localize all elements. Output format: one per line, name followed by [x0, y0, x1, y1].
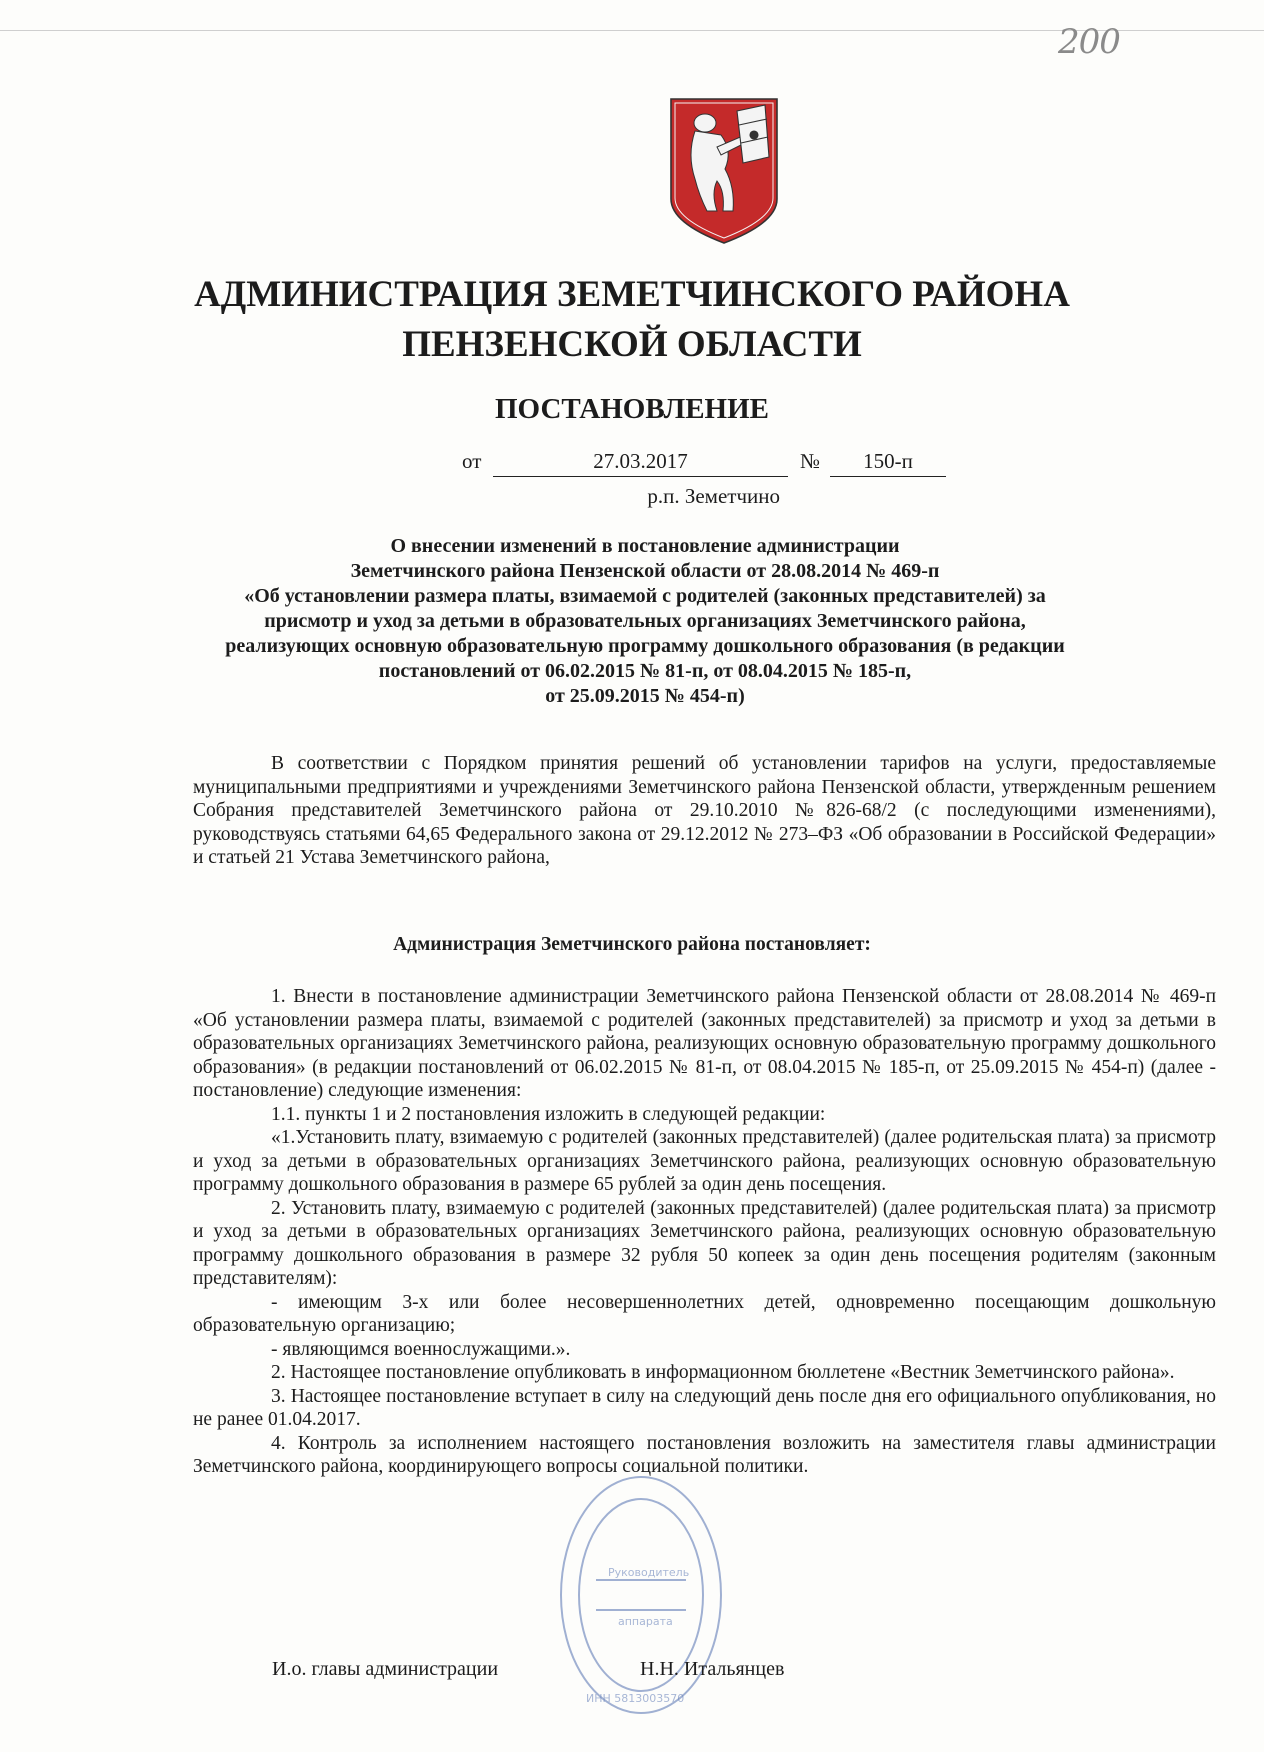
resolve-heading: Администрация Земетчинского района постановляет:: [393, 934, 871, 955]
heading-line: Земетчинского района Пензенской области от 28.08.2014 № 469-п: [350, 560, 940, 582]
official-stamp: [556, 1470, 726, 1720]
heading-line: «Об установлении размера платы, взимаемой с родителей (законных представителей) за: [244, 585, 1046, 607]
new-point-2: 2. Установить плату, взимаемую с родителей (законных представителей) (далее родительская плата) за присмотр и уход за детьми в образовательных организациях Земетчинского района, реализующих основную образовательную программу дошкольного образования в размере 32 рубля 50 копеек за один день посещения родителям (законным представителям):: [193, 1197, 1216, 1289]
item-4: 4. Контроль за исполнением настоящего постановления возложить на заместителя главы администрации Земетчинского района, координирующего вопросы социальной политики.: [193, 1432, 1216, 1477]
item-2: 2. Настоящее постановление опубликовать в информационном бюллетене «Вестник Земетчинского района».: [271, 1362, 1175, 1383]
document-number: 150-п: [830, 449, 946, 477]
heading-line: присмотр и уход за детьми в образовательных организациях Земетчинского района,: [264, 610, 1026, 632]
svg-text:ИНН 5813003570: ИНН 5813003570: [586, 1692, 685, 1705]
item-3: 3. Настоящее постановление вступает в силу на следующий день после дня его официального опубликования, но не ранее 01.04.2017.: [193, 1385, 1216, 1430]
signature-position: И.о. главы администрации: [272, 1658, 499, 1680]
items-block: [193, 985, 1216, 1479]
heading-line: реализующих основную образовательную программу дошкольного образования (в редакции: [225, 635, 1065, 657]
item-1: 1. Внести в постановление администрации Земетчинского района Пензенской области от 28.08.2014 № 469-п «Об установлении размера платы, взимаемой с родителей (законных представителей) за присмотр и уход за детьми в образовательных организациях Земетчинского района, реализующих основную образовательную программу дошкольного образования» (в редакции постановлений от 06.02.2015 № 81-п, от 08.04.2015 № 185-п, от 25.09.2015 № 454-п) (далее - постановление) следующие изменения:: [193, 986, 1216, 1101]
item-1-1: 1.1. пункты 1 и 2 постановления изложить в следующей редакции:: [271, 1103, 826, 1125]
heading-line: постановлений от 06.02.2015 № 81-п, от 08.04.2015 № 185-п,: [378, 660, 912, 682]
preamble-block: [193, 752, 1216, 870]
date-prefix: от: [462, 449, 482, 473]
signature-name: Н.Н. Итальянцев: [640, 1658, 785, 1680]
document-date: 27.03.2017: [493, 449, 788, 477]
document-heading: [190, 534, 1100, 709]
coat-of-arms-emblem: [665, 95, 783, 247]
organization-title: [0, 270, 1264, 370]
title-line-2: ПЕНЗЕНСКОЙ ОБЛАСТИ: [402, 324, 862, 365]
svg-text:Руководитель: Руководитель: [608, 1566, 690, 1579]
document-type: ПОСТАНОВЛЕНИЕ: [494, 393, 769, 425]
svg-text:аппарата: аппарата: [618, 1615, 673, 1628]
handwritten-page-note: 200: [1058, 22, 1120, 62]
heading-line: О внесении изменений в постановление администрации: [390, 535, 900, 557]
new-point-2-dash-2: - являющимся военнослужащими.».: [271, 1338, 571, 1360]
new-point-2-dash-1: - имеющим 3-х или более несовершеннолетних детей, одновременно посещающим дошкольную образовательную организацию;: [193, 1291, 1216, 1336]
title-line-1: АДМИНИСТРАЦИЯ ЗЕМЕТЧИНСКОГО РАЙОНА: [194, 274, 1070, 315]
preamble-paragraph: В соответствии с Порядком принятия решений об установлении тарифов на услуги, предоставляемые муниципальными предприятиями и учреждениями Земетчинского района Пензенской области, утвержденным решением Собрания представителей Земетчинского района от 29.10.2010 №826-68/2 (с последующими изменениями), руководствуясь статьями 64,65 Федерального закона от 29.12.2012 № 273–ФЗ «Об образовании в Российской Федерации» и статьей 21 Устава Земетчинского района,: [193, 753, 1216, 868]
document-place: р.п. Земетчино: [647, 484, 780, 508]
number-prefix: №: [800, 449, 821, 473]
heading-line: от 25.09.2015 № 454-п): [545, 685, 745, 707]
new-point-1: «1.Установить плату, взимаемую с родителей (законных представителей) (далее родительская плата) за присмотр и уход за детьми в образовательных организациях Земетчинского района, реализующих основную образовательную программу дошкольного образования в размере 65 рублей за один день посещения.: [193, 1127, 1216, 1195]
